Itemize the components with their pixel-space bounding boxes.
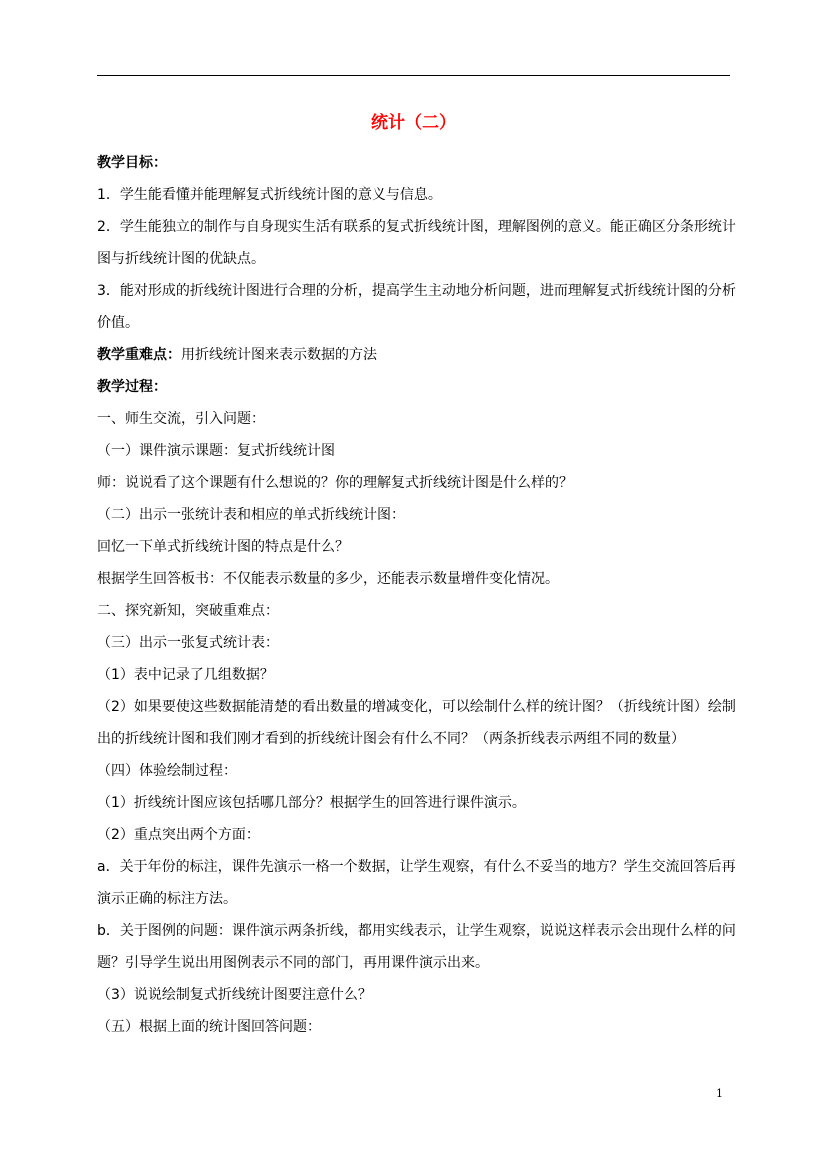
process-item: （一）课件演示课题：复式折线统计图 [97,443,335,459]
process-item: （2）如果要使这些数据能清楚的看出数量的增减变化，可以绘制什么样的统计图？（折线统计图）绘制出的折线统计图和我们刚才看到的折线统计图会有什么不同？（两条折线表示两组不同的数量） [97,699,736,747]
process-item: 二、探究新知，突破重难点： [97,603,279,619]
process-item: （1）表中记录了几组数据？ [97,667,274,683]
key-points-line [97,339,737,371]
process-item: （1）折线统计图应该包括哪几部分？根据学生的回答进行课件演示。 [97,795,526,811]
process-item: 一、师生交流，引入问题： [97,411,265,427]
process-item: （3）说说绘制复式折线统计图要注意什么？ [97,987,372,1003]
objectives-heading: 教学目标： [97,155,167,171]
process-item: （五）根据上面的统计图回答问题： [97,1019,321,1035]
objective-item: 3．能对形成的折线统计图进行合理的分析，提高学生主动地分析问题，进而理解复式折线统计图的分析价值。 [97,283,736,331]
page-number: 1 [716,1087,723,1100]
process-item: 回忆一下单式折线统计图的特点是什么？ [97,539,349,555]
objective-item: 1．学生能看懂并能理解复式折线统计图的意义与信息。 [97,187,442,203]
objective-item: 2．学生能独立的制作与自身现实生活有联系的复式折线统计图，理解图例的意义。能正确区分条形统计图与折线统计图的优缺点。 [97,219,736,267]
process-item: （三）出示一张复式统计表： [97,635,279,651]
process-item: a．关于年份的标注，课件先演示一格一个数据，让学生观察，有什么不妥当的地方？学生交流回答后再演示正确的标注方法。 [97,859,736,907]
key-points-label: 教学重难点： [97,347,181,363]
process-item: b．关于图例的问题：课件演示两条折线，都用实线表示，让学生观察，说说这样表示会出现什么样的问题？引导学生说出用图例表示不同的部门，再用课件演示出来。 [97,923,736,971]
process-item: 根据学生回答板书：不仅能表示数量的多少，还能表示数量增件变化情况。 [97,571,559,587]
process-item: （二）出示一张统计表和相应的单式折线统计图： [97,507,405,523]
process-item: （2）重点突出两个方面： [97,827,260,843]
process-heading: 教学过程： [97,379,167,395]
header-rule [97,75,730,76]
key-points-text: 用折线统计图来表示数据的方法 [181,347,377,363]
document-title: 统计（二） [371,113,456,133]
document-body [97,147,737,1043]
process-item: （四）体验绘制过程： [97,763,237,779]
process-item: 师：说说看了这个课题有什么想说的？你的理解复式折线统计图是什么样的？ [97,475,573,491]
